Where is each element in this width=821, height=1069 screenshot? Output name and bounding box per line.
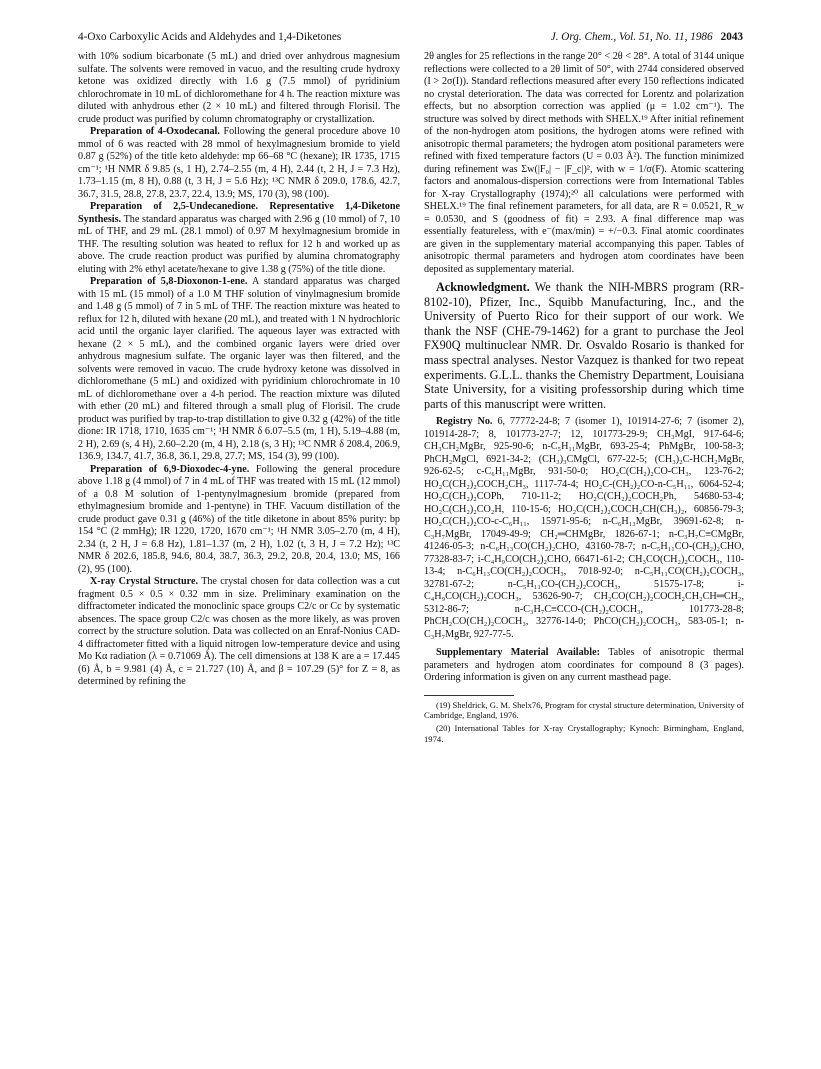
paragraph-continuation: with 10% sodium bicarbonate (5 mL) and dried over anhydrous magnesium sulfate. The solvents were removed in vacuo, and the resulting crude hydroxy ketone was oxidized directly with 1.6 g (7.5 mmol) of pyridinium chlorochromate in 10 mL of dichloromethane for 4 h. The reaction mixture was diluted with anhydrous ether (2 × 10 mL) and filtered through Florisil. The crude product was purified by column chromatography or crystallization. bbox=[78, 51, 400, 125]
footnote-20: (20) International Tables for X-ray Crystallography; Kynoch: Birmingham, England, 1974. bbox=[424, 723, 744, 744]
registry-body: 6, 77772-24-8; 7 (isomer 1), 101914-27-6; 7 (isomer 2), 101914-28-7; 8, 101773-27-7; 12, 101773-29-9; CH₃MgI, 917-64-6; CH₃CH₂MgBr, 925-90-6; n-C₅H₁₁MgBr, 693-25-4; PhMgBr, 100-58-3; PhCH₂MgCl, 6921-34-2; (CH₃)₃CMgCl, 677-22-5; (CH₃)₂C-HCH₂MgBr, 926-62-5; c-C₆H₁₁MgBr, 931-50-0; HO₂C(CH₂)₂CO-CH₃, 123-76-2; HO₂C(CH₂)₂COCH₂CH₃, 1117-74-4; HO₂C-(CH₂)₂CO-n-C₅H₁₁, 6064-52-4; HO₂C(CH₂)₂COPh, 710-11-2; HO₂C(CH₂)₂COCH₂Ph, 54680-53-4; HO₂C(CH₂)₂CO₂H, 110-15-6; HO₂C(CH₂)₂COCH₂CH(CH₃)₂, 60856-79-3; HO₂C(CH₂)₂CO-c-C₆H₁₁, 15971-95-6; n-C₆H₁₃MgBr, 39691-62-8; n-C₃H₇MgBr, 17049-49-9; CH₂═CHMgBr, 1826-67-1; n-C₃H₇C≡CMgBr, 41246-05-3; n-C₆H₁₃CO(CH₂)₂CHO, 43160-78-7; n-C₅H₁₁CO-(CH₂)₂CHO, 77328-83-7; i-C₄H₉CO(CH₂)₂CHO, 66471-61-2; CH₃CO(CH₂)₂COCH₃, 110-13-4; n-C₆H₁₃CO(CH₂)₂COCH₃, 7018-92-0; n-C₅H₁₁CO(CH₂)₂COCH₃, 32781-67-2; n-C₅H₁₁CO-(CH₂)₂COCH₃, 51575-17-8; i-C₄H₉CO(CH₂)₂COCH₃, 53626-90-7; CH₂CO(CH₂)₂COCH₂CH₂CH═CH₂, 5312-86-7; n-C₃H₇C≡CCO-(CH₂)₂COCH₃, 101773-28-8; PhCH₂CO(CH₂)₂COCH₃, 32776-14-0; PhCO(CH₂)₂COCH₃, 583-05-1; n-C₃H₇MgBr, 927-77-5. bbox=[424, 416, 744, 640]
running-head bbox=[78, 28, 743, 46]
section-body: The standard apparatus was charged with 2.96 g (10 mmol) of 7, 10 mL of THF, and 29 mL (28.1 mmol) of 0.97 M hexylmagnesium bromide in THF. The resulting solution was heated to reflux for 12 h and worked up as above. The crude reaction product was purified by alumina chromatography eluting with 2% ethyl acetate/hexane to give 1.38 g (75%) of the title dione. bbox=[78, 213, 400, 275]
supplementary-heading: Supplementary Material Available: bbox=[436, 647, 600, 659]
section-undecanedione bbox=[78, 201, 400, 276]
footnote-divider bbox=[424, 695, 514, 696]
section-body: The crystal chosen for data collection was a cut fragment 0.5 × 0.5 × 0.32 mm in size. Preliminary examination on the diffractometer indicated the monoclinic space groups C2/c or Cc by systematic absences. The space group C2/c was chosen as the more likely, as was proven correct by the structure solution. Data was collected on an Enraf-Nonius CAD-4 diffractometer fitted with a liquid nitrogen low-temperature device and using Mo Kα radiation (λ = 0.71069 Å). The cell dimensions at 138 K are a = 17.445 (6) Å, b = 9.981 (4) Å, c = 21.727 (10) Å, and β = 107.29 (5)° for Z = 8, as determined by refining the bbox=[78, 576, 400, 687]
running-head-title: 4-Oxo Carboxylic Acids and Aldehydes and 1,4-Diketones bbox=[78, 31, 342, 43]
supplementary-material bbox=[424, 647, 744, 685]
right-column bbox=[424, 51, 744, 1049]
section-body: Following the general procedure above 10 mmol of 6 was reacted with 28 mmol of hexylmagnesium bromide to yield 0.87 g (52%) of the title keto aldehyde: mp 66–68 °C (hexane); IR 1735, 1715 cm⁻¹; ¹H NMR δ 9.85 (s, 1 H), 2.74–2.55 (m, 4 H), 2.44 (t, 2 H, J = 7.3 Hz), 1.73–1.15 (m, 8 H), 0.88 (t, 3 H, J = 5.6 Hz); ¹³C NMR δ 209.0, 178.6, 42.7, 36.7, 31.5, 28.8, 27.8, 23.7, 22.4, 13.9; MS, 170 (3), 98 (100). bbox=[78, 126, 400, 200]
section-dioxodecyne bbox=[78, 464, 400, 577]
acknowledgment-body: We thank the NIH-MBRS program (RR-8102-10), Pfizer, Inc., Squibb Manufacturing, Inc., and the University of Puerto Rico for their support of our work. We thank the NSF (CHE-79-1462) for a grant to purchase the Jeol FX90Q multinuclear NMR. Dr. Osvaldo Rosario is thanked for mass spectral analyses. Nestor Vazquez is thanked for two repeat experiments. G.L.L. thanks the Chemistry Department, Louisiana State University, for a visiting professorship during which time parts of this manuscript were written. bbox=[424, 280, 744, 411]
section-body: Following the general procedure above 1.18 g (4 mmol) of 7 in 4 mL of THF was treated with 15 mL (12 mmol) of a 0.8 M solution of 1-pentynylmagnesium bromide (prepared from ethylmagnesium bromide and 1-pentyne) in THF. Vacuum distillation of the crude product gave 0.31 g (46%) of the title diketone in about 85% purity: bp 154 °C (2 mmHg); IR 1220, 1720, 1670 cm⁻¹; ¹H NMR 3.05–2.70 (m, 4 H), 2.34 (t, 2 H, J = 6.8 Hz), 1.81–1.37 (m, 2 H), 1.02 (t, 3 H, J = 7.2 Hz); ¹³C NMR δ 202.6, 185.8, 94.6, 80.4, 38.7, 36.3, 29.2, 20.8, 20.4, 13.0; MS, 166 (2), 95 (100). bbox=[78, 463, 400, 575]
acknowledgment-heading: Acknowledgment. bbox=[436, 280, 530, 294]
section-heading: X-ray Crystal Structure. bbox=[90, 576, 199, 587]
section-xray bbox=[78, 576, 400, 689]
footnote-19: (19) Sheldrick, G. M. Shelx76, Program for crystal structure determination, University of Cambridge, England, 1976. bbox=[424, 699, 744, 721]
running-head-citation bbox=[551, 28, 743, 46]
section-heading: Preparation of 4-Oxodecanal. bbox=[90, 126, 220, 137]
acknowledgment bbox=[424, 280, 744, 411]
section-body: A standard apparatus was charged with 15 mL (15 mmol) of a 1.0 M THF solution of vinylmagnesium bromide and 1.48 g (5 mmol) of 7 in 5 mL of THF. The reaction mixture was heated to reflux for 12 h, diluted with hexane (20 mL), and treated with 1 N hydrochloric acid until the organic layer clarified. The aqueous layer was extracted with hexane (2 × 5 mL), and the combined organic layers were dried over anhydrous magnesium sulfate. The organic layer was then filtered, and the solvents were removed in vacuo. The crude hydroxy ketone was dissolved in dichloromethane (5 mL) and oxidized with pyridinium chlorochromate in 10 mL of dichloromethane over a 4-h period. The reaction mixture was diluted with ether (20 mL) and filtered through a small plug of Florisil. The crude product was purified by trap-to-trap distillation to give 0.32 g (42%) of the title dione: IR 1718, 1710, 1635 cm⁻¹; ¹H NMR δ 6.07–5.5 (m, 1 H), 5.19–4.88 (m, 2 H), 2.69 (s, 4 H), 2.60–2.20 (m, 4 H), 2.18 (s, 3 H); ¹³C NMR δ 208.4, 206.9, 136.9, 134.7, 41.7, 36.8, 36.1, 29.8, 27.7; MS, 154 (3), 99 (100). bbox=[78, 276, 400, 462]
journal-citation: J. Org. Chem., Vol. 51, No. 11, 1986 bbox=[550, 31, 713, 43]
section-heading: Preparation of 5,8-Dioxonon-1-ene. bbox=[90, 276, 248, 287]
supplementary-body: Tables of anisotropic thermal parameters and hydrogen atom coordinates for compound 8 (3 pages). Ordering information is given on any current masthead page. bbox=[424, 647, 744, 684]
section-oxodecanal bbox=[78, 126, 400, 201]
registry-numbers bbox=[424, 416, 744, 641]
section-dioxononene bbox=[78, 276, 400, 464]
page-number: 2043 bbox=[720, 31, 743, 43]
registry-heading: Registry No. bbox=[436, 416, 493, 428]
left-column bbox=[78, 51, 400, 1049]
section-heading: Preparation of 2,5-Undecanedione. Representative 1,4-Diketone Synthesis. bbox=[78, 201, 400, 225]
paragraph-continuation: 2θ angles for 25 reflections in the range 20° < 2θ < 28°. A total of 3144 unique reflections were collected to a 2θ limit of 50°, with 2744 considered observed (I > 2σ(I)). Standard reflections measured after every 150 reflections indicated no crystal deterioration. The data was corrected for Lorentz and polarization effects, but no absorption correction was applied (μ = 1.02 cm⁻¹). The structure was solved by direct methods with SHELX.¹⁹ After initial refinement of the non-hydrogen atom positions, the hydrogen atoms were refined with anisotropic thermal parameters; the hydrogen atom positional parameters were refined with fixed temperature factors (U = 0.03 Å²). The function minimized during refinement was Σw(|F₀| − |F_c|)², with w = 1/σ(F). Atomic scattering factors and anomalous-dispersion corrections were from International Tables for X-ray Crystallography (1974);²⁰ all calculations were performed with SHELX.¹⁹ The final refinement parameters, for all data, are R = 0.0521, R_w = 0.0530, and S (goodness of fit) = 2.93. A final difference map was essentially featureless, with e⁻(max/min) = +/−0.3. Final atomic coordinates are given in the supplementary material accompanying this paper. Tables of anisotropic thermal parameters and hydrogen atom coordinates have been deposited as supplementary material. bbox=[424, 51, 744, 275]
section-heading: Preparation of 6,9-Dioxodec-4-yne. bbox=[90, 463, 250, 475]
